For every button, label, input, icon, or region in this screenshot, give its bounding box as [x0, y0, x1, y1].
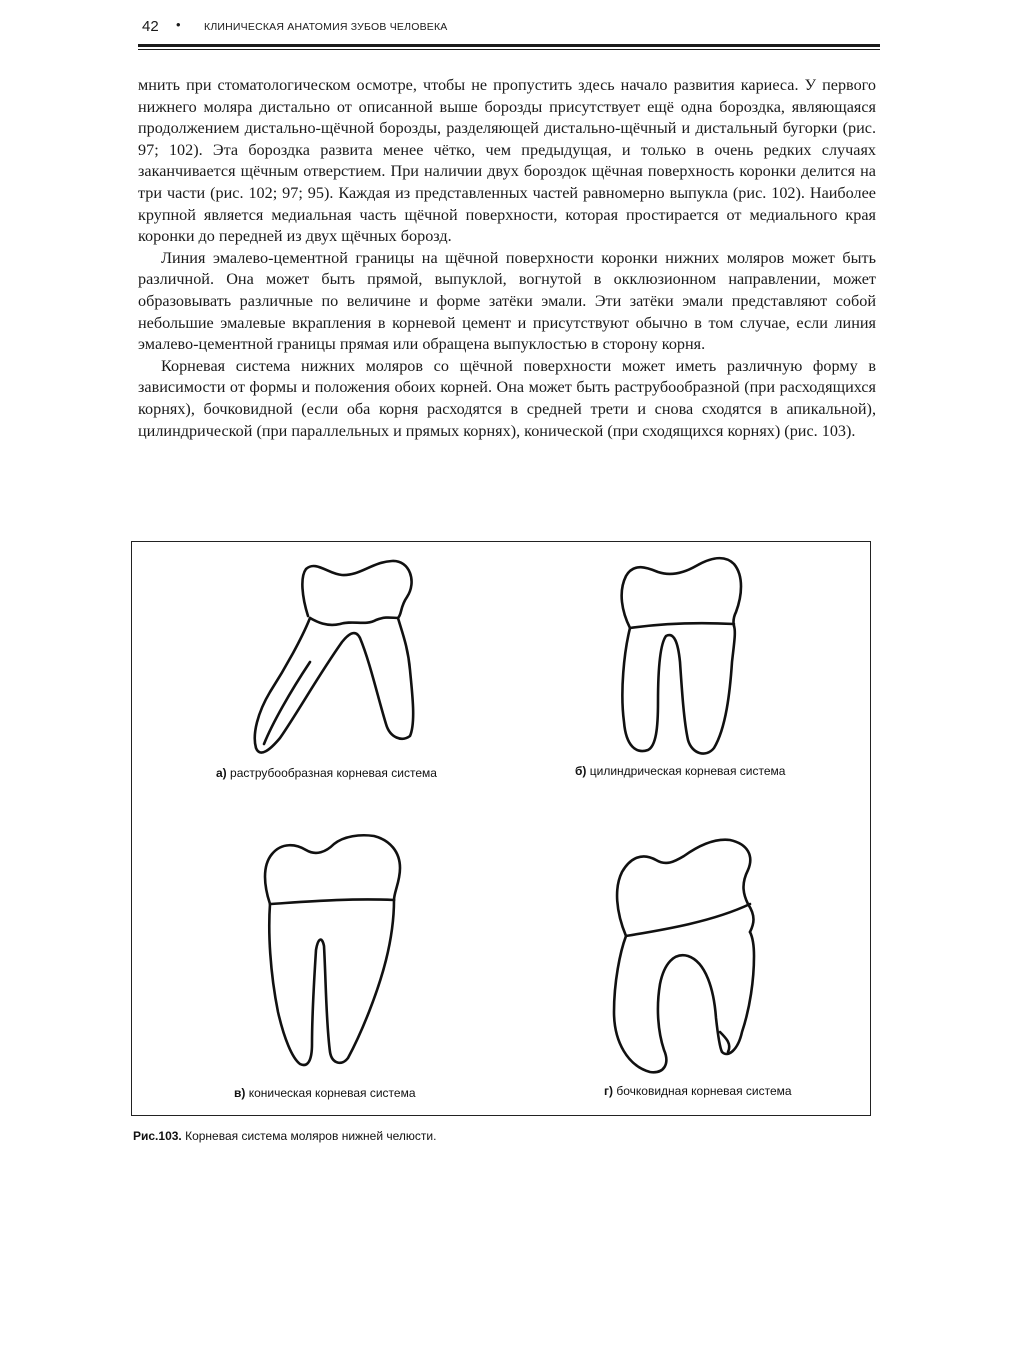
- paragraph-1: мнить при стоматологическом осмотре, чтобы не пропустить здесь начало развития кариеса. У первого нижнего моляра дистально от описанной выше борозды присутствует ещё одна бороздка, являющаяся продолжением дистально-щёчной борозды, разделяющей дистально-щёчный и дистальный бугорки (рис. 97; 102). Эта бороздка развита менее чётко, чем предыдущая, и только в очень редких случаях заканчивается щёчным отверстием. При наличии двух бороздок щёчная поверхность коронки делится на три части (рис. 102; 97; 95). Каждая из представленных частей равномерно выпукла (рис. 102). Наиболее крупной является медиальная часть щёчной поверхности, которая простирается от медиального края коронки до передней из двух щёчных борозд.: [138, 76, 876, 246]
- panel-letter-a: а): [216, 766, 227, 780]
- header-bullet: •: [176, 17, 181, 32]
- panel-letter-b: б): [575, 764, 587, 778]
- header-rule-thin: [138, 49, 880, 50]
- panel-label-a: раструбообразная корневая система: [230, 766, 437, 780]
- tooth-drawing-flared: [242, 552, 422, 762]
- running-header: [138, 16, 878, 46]
- panel-label-c: коническая корневая система: [248, 1086, 416, 1100]
- tooth-drawing-barrel: [602, 832, 782, 1082]
- panel-label-d: бочковидная корневая система: [616, 1084, 792, 1098]
- page-number: 42: [142, 18, 159, 35]
- panel-caption-a: [216, 766, 437, 780]
- panel-label-b: цилиндрическая корневая система: [589, 764, 786, 778]
- header-rule-thick: [138, 44, 880, 47]
- panel-letter-d: г): [604, 1084, 613, 1098]
- tooth-drawing-conical: [252, 832, 422, 1072]
- panel-caption-d: [604, 1084, 792, 1098]
- figure-frame: [131, 541, 871, 1116]
- paragraph-3: Корневая система нижних моляров со щёчной поверхности может иметь различную форму в зависимости от формы и положения обоих корней. Она может быть раструбообразной (при расходящихся корнях), бочковидной (если оба корня расходятся в средней трети и снова сходятся в апикальной), цилиндрической (при параллельных и прямых корнях), конической (при сходящихся корнях) (рис. 103).: [138, 356, 876, 440]
- body-text: [138, 75, 876, 442]
- panel-caption-c: [234, 1086, 416, 1100]
- tooth-drawing-cylindrical: [602, 552, 762, 762]
- figure-caption: [133, 1129, 436, 1143]
- figure-caption-prefix: Рис.103.: [133, 1129, 182, 1143]
- running-title: КЛИНИЧЕСКАЯ АНАТОМИЯ ЗУБОВ ЧЕЛОВЕКА: [204, 21, 448, 33]
- figure-caption-text: Корневая система моляров нижней челюсти.: [185, 1129, 437, 1143]
- panel-letter-c: в): [234, 1086, 246, 1100]
- panel-caption-b: [575, 764, 785, 778]
- paragraph-2: Линия эмалево-цементной границы на щёчной поверхности коронки нижних моляров может быть различной. Она может быть прямой, выпуклой, вогнутой в окклюзионном направлении, может образовывать различные по величине и форме затёки эмали. Эти затёки эмали представляют собой небольшие эмалевые вкрапления в корневой цемент и присутствуют обычно в том случае, если линия эмалево-цементной границы прямая или обращена выпуклостью в сторону корня.: [138, 248, 876, 354]
